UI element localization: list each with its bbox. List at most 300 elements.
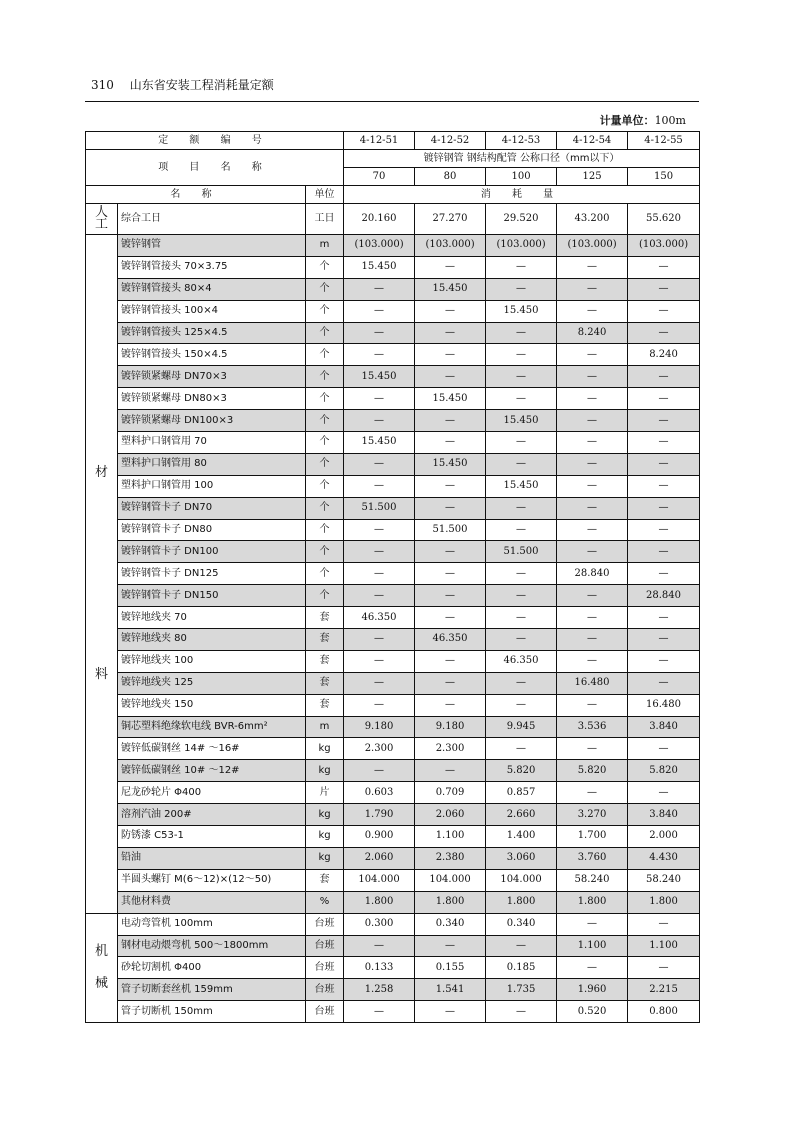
- material-unit: 套: [306, 629, 344, 651]
- material-value: —: [557, 629, 628, 651]
- material-value: —: [557, 432, 628, 454]
- consumption-label: 消 耗 量: [344, 186, 700, 204]
- material-row: [86, 826, 700, 848]
- material-value: 3.060: [486, 847, 557, 869]
- material-name: 镀锌低碳钢丝 14# ～16#: [118, 738, 306, 760]
- material-row: [86, 738, 700, 760]
- material-value: —: [486, 738, 557, 760]
- material-value: 1.800: [344, 891, 415, 913]
- material-value: 8.240: [628, 344, 700, 366]
- material-row: [86, 278, 700, 300]
- material-value: 0.857: [486, 782, 557, 804]
- material-value: —: [486, 585, 557, 607]
- material-value: —: [344, 650, 415, 672]
- labor-value: 55.620: [628, 204, 700, 235]
- labor-category-cell: [86, 204, 118, 235]
- material-value: —: [557, 453, 628, 475]
- material-unit: 套: [306, 607, 344, 629]
- material-name: 塑料护口钢管用 80: [118, 453, 306, 475]
- material-name: 半圆头螺钉 M(6～12)×(12～50): [118, 869, 306, 891]
- material-value: —: [557, 650, 628, 672]
- material-value: —: [415, 585, 486, 607]
- material-value: 15.450: [344, 366, 415, 388]
- material-value: —: [344, 694, 415, 716]
- material-value: 2.300: [344, 738, 415, 760]
- machine-name: 管子切断套丝机 159mm: [118, 979, 306, 1001]
- material-row: [86, 650, 700, 672]
- material-value: —: [415, 541, 486, 563]
- material-value: —: [486, 497, 557, 519]
- material-value: 15.450: [344, 256, 415, 278]
- material-value: —: [344, 453, 415, 475]
- material-value: —: [344, 629, 415, 651]
- material-value: —: [628, 563, 700, 585]
- material-value: —: [344, 300, 415, 322]
- machine-value: —: [486, 1001, 557, 1023]
- material-unit: 个: [306, 453, 344, 475]
- material-value: —: [415, 432, 486, 454]
- material-value: —: [557, 300, 628, 322]
- machine-value: 1.541: [415, 979, 486, 1001]
- material-name: 镀锌地线夹 150: [118, 694, 306, 716]
- machine-name: 钢材电动煨弯机 500～1800mm: [118, 935, 306, 957]
- material-name: 镀锌钢管: [118, 235, 306, 257]
- material-row: [86, 694, 700, 716]
- material-value: (103.000): [486, 235, 557, 257]
- material-value: —: [415, 322, 486, 344]
- diameter-value: 70: [344, 168, 415, 186]
- machine-value: —: [415, 1001, 486, 1023]
- material-value: —: [486, 322, 557, 344]
- material-row: [86, 256, 700, 278]
- quota-code: 4-12-51: [344, 132, 415, 150]
- material-row: [86, 235, 700, 257]
- machine-value: 0.340: [415, 913, 486, 935]
- material-value: —: [628, 322, 700, 344]
- material-value: —: [628, 300, 700, 322]
- material-value: —: [557, 497, 628, 519]
- diameter-value: 100: [486, 168, 557, 186]
- material-value: 1.100: [415, 826, 486, 848]
- material-value: —: [415, 410, 486, 432]
- material-value: —: [486, 629, 557, 651]
- machine-value: 0.520: [557, 1001, 628, 1023]
- machine-value: 0.800: [628, 1001, 700, 1023]
- material-name: 镀锌钢管卡子 DN125: [118, 563, 306, 585]
- material-name: 铜芯塑料绝缘软电线 BVR-6mm²: [118, 716, 306, 738]
- machine-value: 0.300: [344, 913, 415, 935]
- material-value: 46.350: [344, 607, 415, 629]
- machine-value: —: [557, 913, 628, 935]
- material-value: 46.350: [486, 650, 557, 672]
- item-title: 镀锌钢管 钢结构配管 公称口径（mm以下）: [344, 150, 700, 168]
- material-value: (103.000): [628, 235, 700, 257]
- name-column-label: 名 称: [86, 186, 306, 204]
- material-row: [86, 760, 700, 782]
- machine-row: [86, 957, 700, 979]
- material-value: —: [344, 475, 415, 497]
- material-value: 0.900: [344, 826, 415, 848]
- material-unit: kg: [306, 826, 344, 848]
- material-value: 5.820: [557, 760, 628, 782]
- material-name: 镀锌地线夹 70: [118, 607, 306, 629]
- material-name: 镀锌钢管接头 100×4: [118, 300, 306, 322]
- quota-table: [85, 131, 700, 1023]
- quota-code: 4-12-54: [557, 132, 628, 150]
- material-unit: 个: [306, 410, 344, 432]
- material-value: —: [344, 278, 415, 300]
- material-value: 3.760: [557, 847, 628, 869]
- unit-label: 计量单位：: [599, 114, 655, 127]
- material-value: 1.800: [486, 891, 557, 913]
- material-unit: 个: [306, 388, 344, 410]
- machine-value: 1.735: [486, 979, 557, 1001]
- machine-value: —: [344, 1001, 415, 1023]
- material-value: —: [628, 410, 700, 432]
- material-unit: 个: [306, 475, 344, 497]
- labor-value: 27.270: [415, 204, 486, 235]
- machine-value: —: [628, 913, 700, 935]
- material-value: —: [557, 475, 628, 497]
- material-value: 15.450: [415, 278, 486, 300]
- material-value: —: [628, 607, 700, 629]
- machine-value: 1.960: [557, 979, 628, 1001]
- material-unit: 个: [306, 432, 344, 454]
- material-value: —: [628, 519, 700, 541]
- material-value: (103.000): [415, 235, 486, 257]
- quota-code-row: [86, 132, 700, 150]
- material-value: —: [415, 650, 486, 672]
- material-value: —: [486, 607, 557, 629]
- material-value: 3.536: [557, 716, 628, 738]
- material-value: 2.000: [628, 826, 700, 848]
- material-unit: 个: [306, 585, 344, 607]
- material-value: 8.240: [557, 322, 628, 344]
- material-name: 塑料护口钢管用 100: [118, 475, 306, 497]
- material-value: —: [415, 475, 486, 497]
- material-name: 镀锌地线夹 125: [118, 672, 306, 694]
- material-unit: 片: [306, 782, 344, 804]
- material-value: —: [415, 563, 486, 585]
- item-name-label: 项 目 名 称: [86, 150, 344, 186]
- material-row: [86, 804, 700, 826]
- machine-value: —: [628, 957, 700, 979]
- labor-category-char: 工: [94, 217, 108, 232]
- quota-code: 4-12-53: [486, 132, 557, 150]
- material-name: 镀锌钢管接头 150×4.5: [118, 344, 306, 366]
- material-row: [86, 344, 700, 366]
- material-row: [86, 410, 700, 432]
- material-value: 2.660: [486, 804, 557, 826]
- material-name: 镀锌钢管卡子 DN70: [118, 497, 306, 519]
- material-row: [86, 782, 700, 804]
- machine-unit: 台班: [306, 935, 344, 957]
- material-value: —: [557, 344, 628, 366]
- material-name: 镀锌低碳钢丝 10# ～12#: [118, 760, 306, 782]
- material-value: —: [344, 760, 415, 782]
- material-name: 镀锌钢管卡子 DN150: [118, 585, 306, 607]
- material-name: 防锈漆 C53-1: [118, 826, 306, 848]
- material-value: —: [415, 607, 486, 629]
- material-row: [86, 322, 700, 344]
- labor-unit: 工日: [306, 204, 344, 235]
- material-row: [86, 475, 700, 497]
- material-value: —: [628, 650, 700, 672]
- material-value: 15.450: [486, 410, 557, 432]
- material-value: —: [628, 782, 700, 804]
- material-unit: 个: [306, 344, 344, 366]
- material-row: [86, 563, 700, 585]
- material-value: 1.790: [344, 804, 415, 826]
- material-value: —: [486, 519, 557, 541]
- material-row: [86, 585, 700, 607]
- labor-row: [86, 204, 700, 235]
- material-value: —: [344, 388, 415, 410]
- material-value: —: [628, 388, 700, 410]
- material-value: (103.000): [557, 235, 628, 257]
- material-value: —: [486, 278, 557, 300]
- material-name: 镀锌钢管接头 125×4.5: [118, 322, 306, 344]
- machine-value: 0.133: [344, 957, 415, 979]
- material-unit: 套: [306, 672, 344, 694]
- machine-row: [86, 1001, 700, 1023]
- material-value: —: [415, 300, 486, 322]
- material-value: —: [415, 366, 486, 388]
- material-value: 5.820: [486, 760, 557, 782]
- material-value: —: [628, 672, 700, 694]
- machine-name: 电动弯管机 100mm: [118, 913, 306, 935]
- material-value: 16.480: [628, 694, 700, 716]
- material-value: —: [344, 541, 415, 563]
- labor-value: 43.200: [557, 204, 628, 235]
- material-value: 46.350: [415, 629, 486, 651]
- material-name: 镀锌地线夹 80: [118, 629, 306, 651]
- material-name: 尼龙砂轮片 Φ400: [118, 782, 306, 804]
- header-rule: [85, 101, 699, 102]
- material-value: —: [486, 672, 557, 694]
- material-value: 58.240: [628, 869, 700, 891]
- material-value: 9.180: [344, 716, 415, 738]
- material-value: 104.000: [486, 869, 557, 891]
- material-row: [86, 300, 700, 322]
- labor-value: 29.520: [486, 204, 557, 235]
- machine-row: [86, 935, 700, 957]
- material-name: 其他材料费: [118, 891, 306, 913]
- material-value: —: [486, 563, 557, 585]
- material-value: 3.840: [628, 716, 700, 738]
- material-value: 51.500: [344, 497, 415, 519]
- material-row: [86, 847, 700, 869]
- material-row: [86, 366, 700, 388]
- column-header-row: [86, 186, 700, 204]
- running-head: [91, 76, 274, 93]
- material-value: —: [415, 672, 486, 694]
- machine-row: [86, 979, 700, 1001]
- material-value: —: [628, 738, 700, 760]
- material-row: [86, 869, 700, 891]
- material-value: 0.709: [415, 782, 486, 804]
- material-value: —: [344, 410, 415, 432]
- material-unit: 套: [306, 650, 344, 672]
- material-value: —: [486, 256, 557, 278]
- material-unit: 个: [306, 322, 344, 344]
- material-name: 塑料护口钢管用 70: [118, 432, 306, 454]
- material-value: —: [628, 629, 700, 651]
- material-value: —: [628, 475, 700, 497]
- unit-column-label: 单位: [306, 186, 344, 204]
- material-value: 15.450: [415, 453, 486, 475]
- material-category-cell: [86, 235, 118, 914]
- machine-value: 1.100: [628, 935, 700, 957]
- material-row: [86, 497, 700, 519]
- material-row: [86, 607, 700, 629]
- book-title: 山东省安装工程消耗量定额: [129, 78, 274, 92]
- page-number: 310: [91, 78, 114, 92]
- material-value: —: [557, 410, 628, 432]
- material-value: 1.700: [557, 826, 628, 848]
- item-title-row: [86, 150, 700, 168]
- material-value: 28.840: [557, 563, 628, 585]
- material-value: 15.450: [486, 475, 557, 497]
- material-unit: 个: [306, 519, 344, 541]
- diameter-value: 150: [628, 168, 700, 186]
- diameter-value: 80: [415, 168, 486, 186]
- material-value: 3.270: [557, 804, 628, 826]
- material-value: —: [628, 366, 700, 388]
- material-row: [86, 541, 700, 563]
- material-value: 4.430: [628, 847, 700, 869]
- material-value: 2.380: [415, 847, 486, 869]
- material-name: 铅油: [118, 847, 306, 869]
- material-value: —: [486, 344, 557, 366]
- machine-value: —: [557, 957, 628, 979]
- material-value: —: [628, 256, 700, 278]
- labor-category-char: 人: [94, 205, 108, 220]
- material-name: 镀锌钢管卡子 DN80: [118, 519, 306, 541]
- machine-value: —: [344, 935, 415, 957]
- material-value: —: [557, 388, 628, 410]
- material-value: 1.400: [486, 826, 557, 848]
- machine-value: 1.258: [344, 979, 415, 1001]
- material-value: 58.240: [557, 869, 628, 891]
- material-unit: 个: [306, 300, 344, 322]
- material-value: 15.450: [415, 388, 486, 410]
- material-unit: 个: [306, 366, 344, 388]
- material-row: [86, 432, 700, 454]
- material-value: 1.800: [628, 891, 700, 913]
- material-unit: 个: [306, 256, 344, 278]
- material-value: —: [557, 519, 628, 541]
- material-value: 2.060: [415, 804, 486, 826]
- machine-unit: 台班: [306, 1001, 344, 1023]
- material-value: —: [557, 256, 628, 278]
- material-value: —: [344, 322, 415, 344]
- material-value: —: [557, 541, 628, 563]
- material-value: 28.840: [628, 585, 700, 607]
- material-value: —: [557, 607, 628, 629]
- material-value: —: [415, 497, 486, 519]
- material-unit: m: [306, 235, 344, 257]
- material-value: —: [344, 519, 415, 541]
- material-value: 2.300: [415, 738, 486, 760]
- material-name: 镀锌锁紧螺母 DN80×3: [118, 388, 306, 410]
- material-value: —: [486, 366, 557, 388]
- material-value: —: [557, 278, 628, 300]
- material-category-top: 材: [94, 464, 108, 480]
- machine-category-cell: [86, 913, 118, 1022]
- material-value: —: [628, 432, 700, 454]
- material-row: [86, 891, 700, 913]
- material-row: [86, 672, 700, 694]
- quota-code: 4-12-55: [628, 132, 700, 150]
- material-name: 镀锌钢管接头 70×3.75: [118, 256, 306, 278]
- material-value: 2.060: [344, 847, 415, 869]
- material-name: 镀锌地线夹 100: [118, 650, 306, 672]
- material-value: —: [557, 366, 628, 388]
- material-value: —: [557, 585, 628, 607]
- material-unit: m: [306, 716, 344, 738]
- machine-category-top: 机: [94, 943, 108, 959]
- machine-value: 0.185: [486, 957, 557, 979]
- material-row: [86, 519, 700, 541]
- quota-code: 4-12-52: [415, 132, 486, 150]
- material-row: [86, 453, 700, 475]
- machine-value: 1.100: [557, 935, 628, 957]
- material-value: —: [344, 672, 415, 694]
- material-value: 104.000: [344, 869, 415, 891]
- material-value: 9.945: [486, 716, 557, 738]
- labor-name: 综合工日: [118, 204, 306, 235]
- labor-category: [89, 207, 114, 231]
- machine-value: 0.340: [486, 913, 557, 935]
- material-value: 16.480: [557, 672, 628, 694]
- material-name: 镀锌钢管卡子 DN100: [118, 541, 306, 563]
- material-value: 51.500: [415, 519, 486, 541]
- material-value: 15.450: [486, 300, 557, 322]
- material-unit: kg: [306, 804, 344, 826]
- material-value: 15.450: [344, 432, 415, 454]
- material-value: —: [344, 344, 415, 366]
- material-value: 9.180: [415, 716, 486, 738]
- material-value: 3.840: [628, 804, 700, 826]
- material-value: —: [486, 388, 557, 410]
- machine-row: [86, 913, 700, 935]
- diameter-value: 125: [557, 168, 628, 186]
- machine-unit: 台班: [306, 957, 344, 979]
- material-row: [86, 388, 700, 410]
- material-value: —: [415, 694, 486, 716]
- material-value: —: [415, 256, 486, 278]
- material-value: —: [628, 453, 700, 475]
- material-value: 104.000: [415, 869, 486, 891]
- material-value: —: [486, 432, 557, 454]
- material-unit: 个: [306, 563, 344, 585]
- material-unit: kg: [306, 760, 344, 782]
- material-value: —: [415, 344, 486, 366]
- machine-value: —: [415, 935, 486, 957]
- material-value: 0.603: [344, 782, 415, 804]
- material-value: —: [628, 278, 700, 300]
- material-value: —: [628, 497, 700, 519]
- material-value: —: [486, 694, 557, 716]
- quota-code-label: 定 额 编 号: [86, 132, 344, 150]
- material-unit: 个: [306, 278, 344, 300]
- material-unit: 个: [306, 541, 344, 563]
- material-value: 5.820: [628, 760, 700, 782]
- material-unit: kg: [306, 738, 344, 760]
- material-category-bottom: 料: [94, 666, 108, 682]
- material-value: —: [344, 585, 415, 607]
